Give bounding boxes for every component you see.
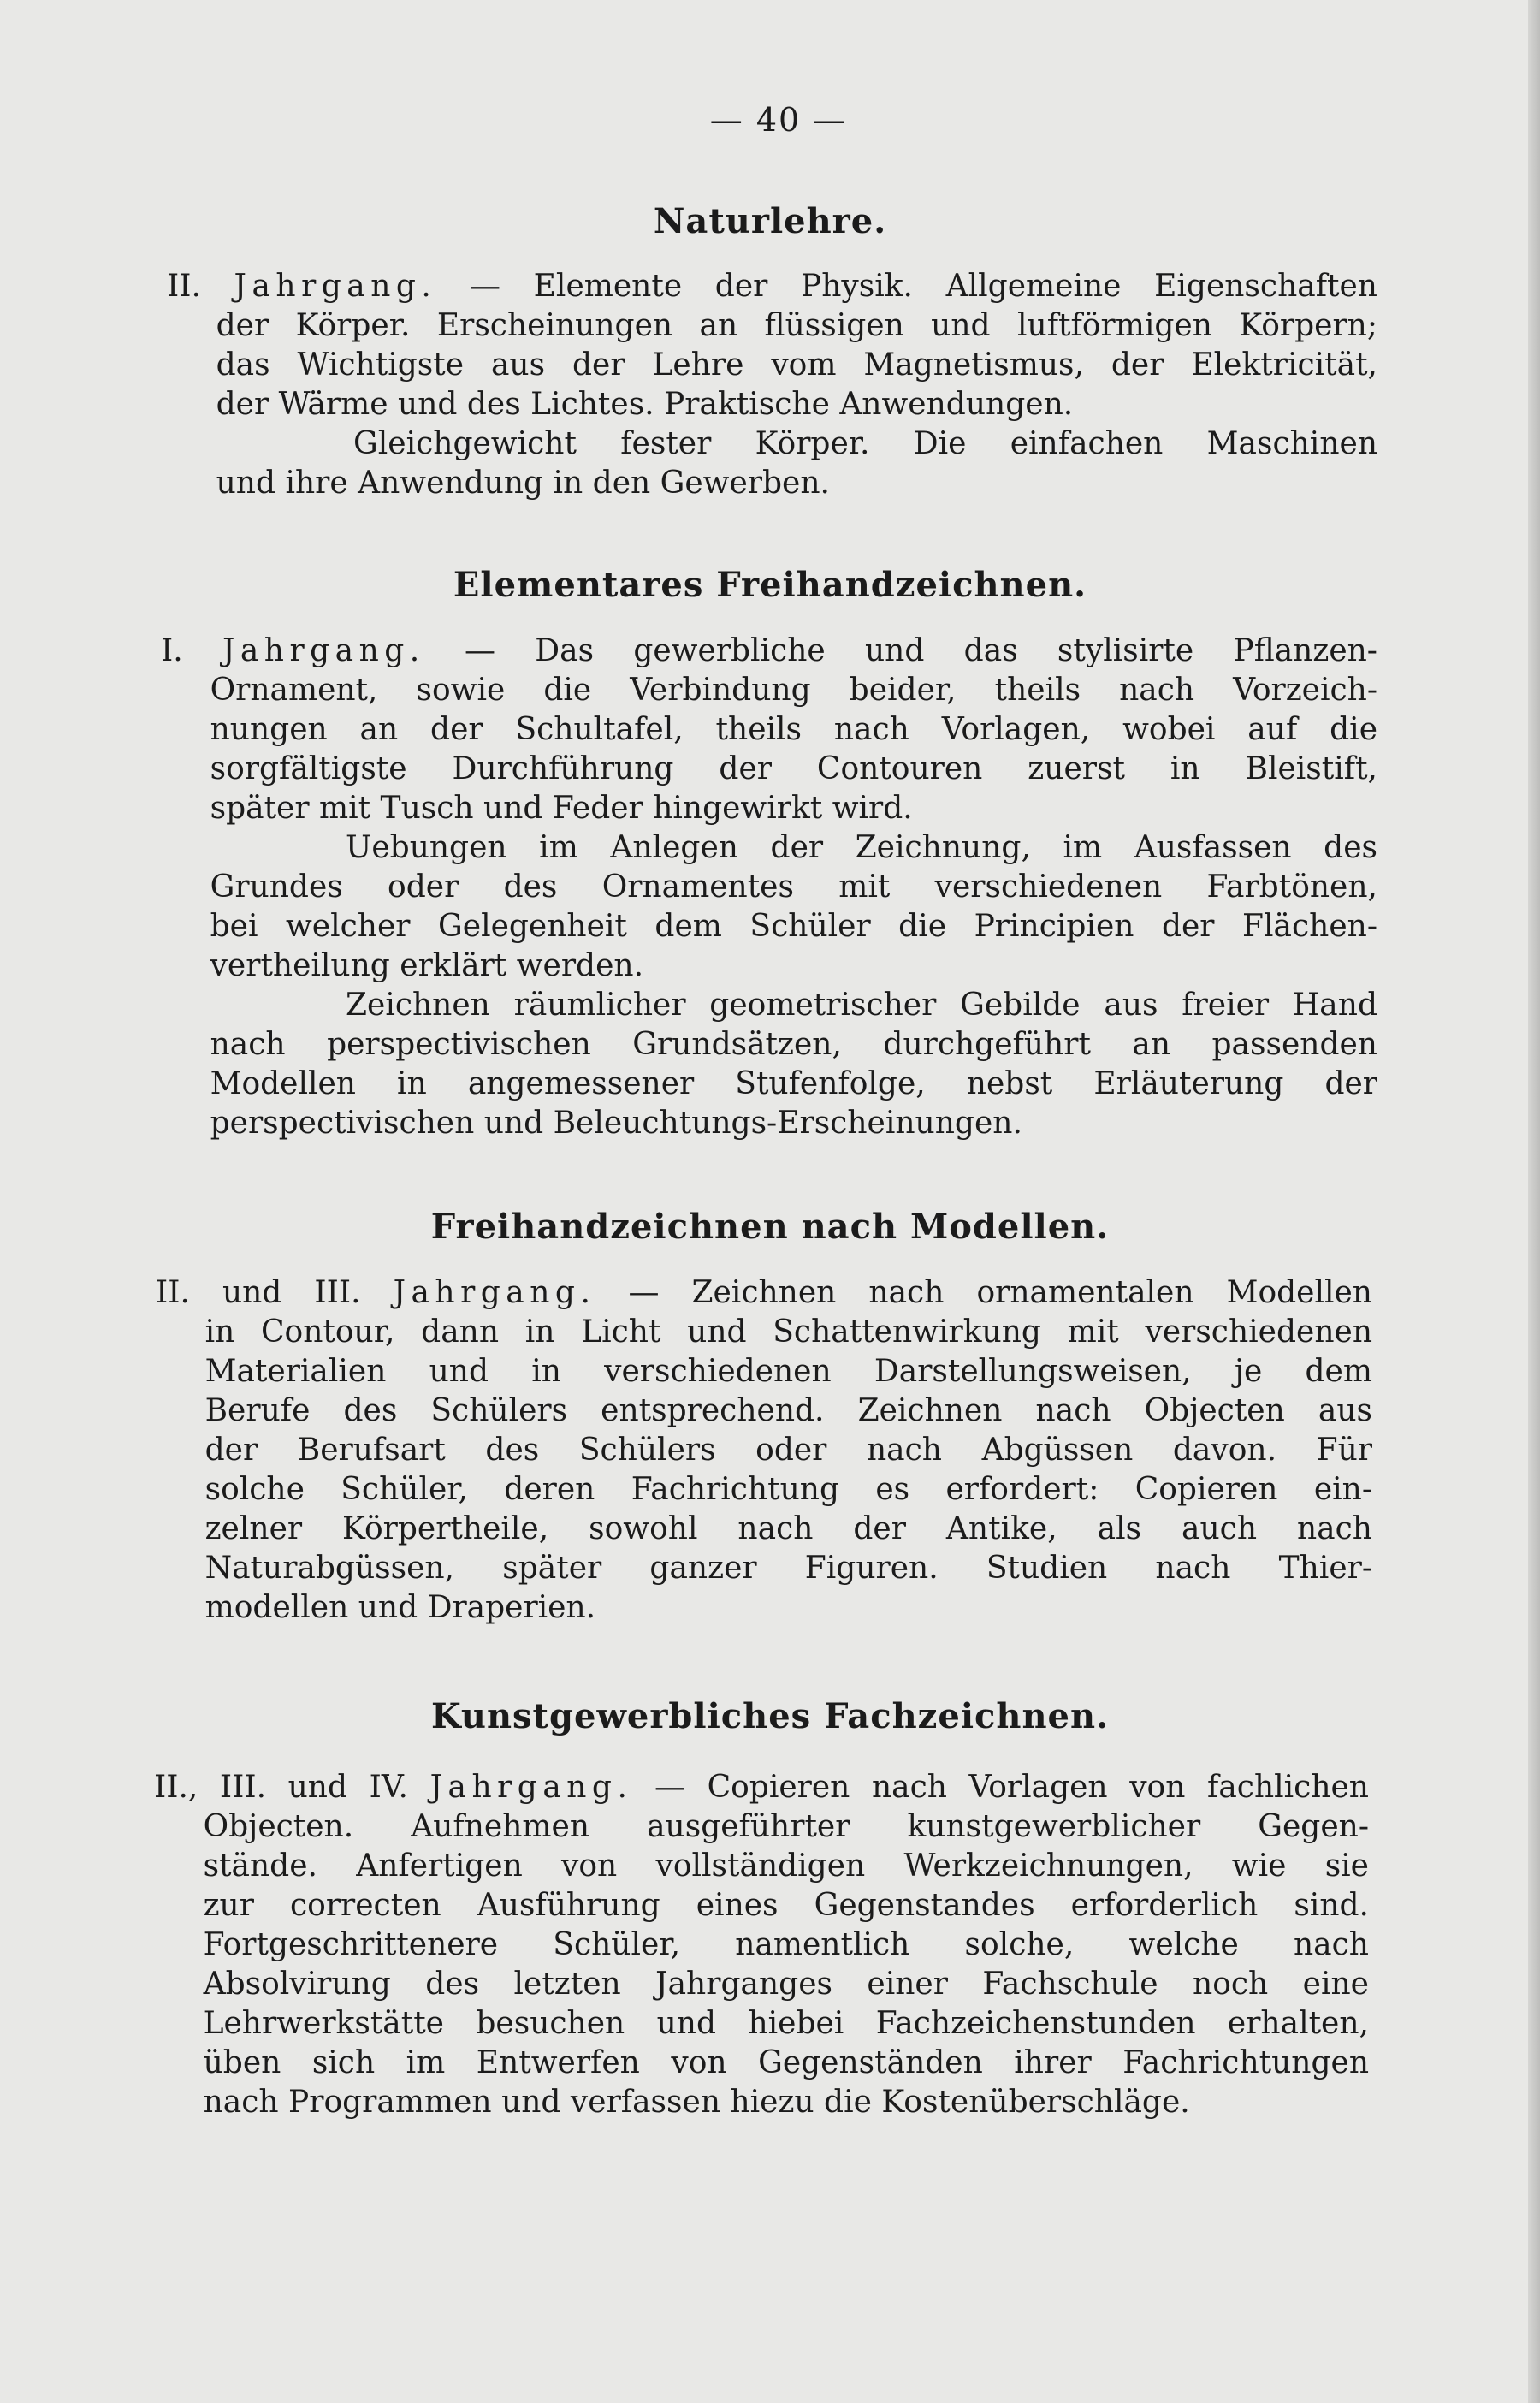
text-line: Objecten. Aufnehmen ausgeführter kunstgewerblicher Gegen-: [203, 1809, 1369, 1844]
text-line: und ihre Anwendung in den Gewerben.: [216, 466, 830, 501]
text-line: Materialien und in verschiedenen Darstellungsweisen, je dem: [204, 1354, 1372, 1389]
page-number: — 40 —: [709, 101, 848, 139]
text-line: später mit Tusch und Feder hingewirkt wird.: [210, 791, 913, 826]
paragraph-elementares-3: [161, 986, 1377, 1143]
text-line: Lehrwerkstätte besuchen und hiebei Fachzeichenstunden erhalten,: [203, 2006, 1369, 2041]
text-line: Fortgeschrittenere Schüler, namentlich solche, welche nach: [203, 1927, 1369, 1962]
paragraph-fachzeichnen-1: [154, 1768, 1369, 2122]
year-prefix: II.: [167, 269, 201, 304]
paragraph-first-line: [156, 1273, 1372, 1313]
text-line: der Körper. Erscheinungen an flüssigen und luftförmigen Körpern;: [216, 308, 1377, 343]
text-line: Grundes oder des Ornamentes mit verschiedenen Farbtönen,: [210, 869, 1377, 905]
text-line: Ornament, sowie die Verbindung beider, theils nach Vorzeich-: [210, 673, 1377, 708]
text-line: Berufe des Schülers entsprechend. Zeichnen nach Objecten aus: [204, 1393, 1372, 1428]
text-line: modellen und Draperien.: [204, 1590, 596, 1625]
section-title-freihandzeichnen-nach-modellen: Freihandzeichnen nach Modellen.: [430, 1207, 1110, 1247]
section-title-elementares-freihandzeichnen: Elementares Freihandzeichnen.: [453, 565, 1087, 605]
text-line: das Wichtigste aus der Lehre vom Magnetismus, der Elektricität,: [216, 347, 1377, 383]
text-line: — Das gewerbliche und das stylisirte Pflanzen-: [465, 633, 1377, 668]
year-label: Jahrgang.: [222, 633, 425, 668]
text-line: — Elemente der Physik. Allgemeine Eigenschaften: [470, 269, 1377, 304]
section-title-naturlehre: Naturlehre.: [653, 201, 887, 241]
text-line: in Contour, dann in Licht und Schattenwirkung mit verschiedenen: [204, 1314, 1372, 1350]
text-line: nach Programmen und verfassen hiezu die Kostenüberschläge.: [203, 2085, 1190, 2120]
text-line: perspectivischen und Beleuchtungs-Erscheinungen.: [210, 1106, 1022, 1141]
text-line: — Zeichnen nach ornamentalen Modellen: [628, 1275, 1372, 1310]
scan-edge-shadow: [1528, 0, 1540, 2403]
text-line: Gleichgewicht fester Körper. Die einfachen Maschinen: [353, 426, 1377, 461]
year-label: Jahrgang.: [234, 269, 437, 304]
text-line: Modellen in angemessener Stufenfolge, nebst Erläuterung der: [210, 1066, 1377, 1101]
text-line: solche Schüler, deren Fachrichtung es erfordert: Copieren ein-: [204, 1472, 1372, 1507]
paragraph-elementares-1: [161, 632, 1377, 828]
paragraph-first-line: [154, 1768, 1369, 1807]
text-line: stände. Anfertigen von vollständigen Werkzeichnungen, wie sie: [203, 1848, 1369, 1884]
year-prefix: II. und III.: [156, 1275, 361, 1310]
paragraph-elementares-2: [161, 828, 1377, 986]
year-prefix: I.: [161, 633, 183, 668]
section-title-kunstgewerbliches-fachzeichnen: Kunstgewerbliches Fachzeichnen.: [430, 1696, 1109, 1736]
text-line: Uebungen im Anlegen der Zeichnung, im Ausfassen des: [346, 830, 1377, 865]
text-line: zur correcten Ausführung eines Gegenstandes erforderlich sind.: [203, 1888, 1369, 1923]
year-prefix: II., III. und IV.: [154, 1770, 408, 1805]
paragraph-naturlehre-2: [167, 424, 1377, 503]
text-line: bei welcher Gelegenheit dem Schüler die Principien der Flächen-: [210, 909, 1377, 944]
text-line: der Berufsart des Schülers oder nach Abgüssen davon. Für: [204, 1433, 1372, 1468]
text-line: nach perspectivischen Grundsätzen, durchgeführt an passenden: [210, 1027, 1377, 1062]
text-line: üben sich im Entwerfen von Gegenständen ihrer Fachrichtungen: [203, 2045, 1369, 2080]
text-line: Naturabgüssen, später ganzer Figuren. Studien nach Thier-: [204, 1551, 1372, 1586]
text-line: Absolvirung des letzten Jahrganges einer Fachschule noch eine: [203, 1967, 1369, 2002]
paragraph-naturlehre-1: [167, 267, 1377, 424]
text-line: der Wärme und des Lichtes. Praktische Anwendungen.: [216, 387, 1074, 422]
paragraph-modellen-1: [156, 1273, 1372, 1628]
text-line: vertheilung erklärt werden.: [210, 948, 644, 983]
text-line: Zeichnen räumlicher geometrischer Gebilde aus freier Hand: [346, 988, 1377, 1023]
paragraph-first-line: [167, 267, 1377, 306]
paragraph-first-line: [161, 632, 1377, 671]
text-line: nungen an der Schultafel, theils nach Vorlagen, wobei auf die: [210, 712, 1377, 747]
year-label: Jahrgang.: [393, 1275, 596, 1310]
text-line: — Copieren nach Vorlagen von fachlichen: [654, 1770, 1369, 1805]
text-line: sorgfältigste Durchführung der Contouren zuerst in Bleistift,: [210, 751, 1377, 786]
year-label: Jahrgang.: [429, 1770, 633, 1805]
text-line: zelner Körpertheile, sowohl nach der Antike, als auch nach: [204, 1511, 1372, 1546]
